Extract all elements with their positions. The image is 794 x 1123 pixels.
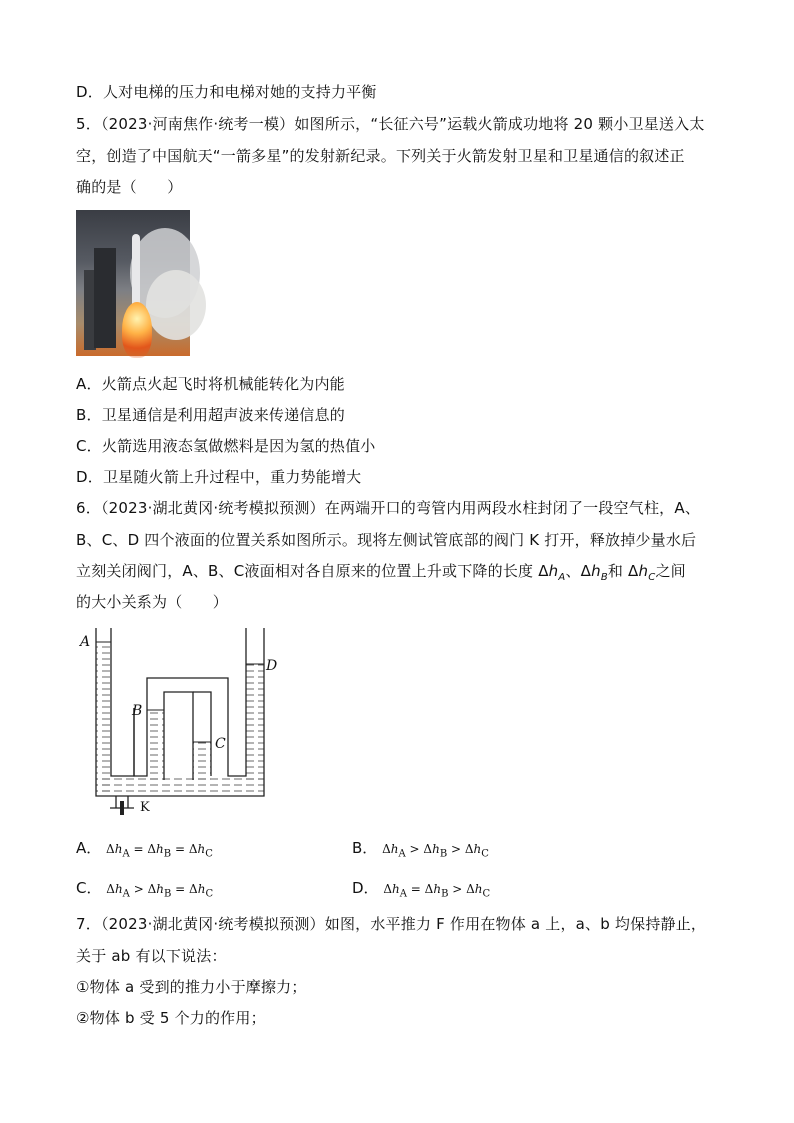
label-c: C (215, 736, 226, 752)
label-b: B (132, 703, 143, 719)
rocket-launch-photo (76, 210, 190, 356)
q5-option-d: D．卫星随火箭上升过程中，重力势能增大 (76, 468, 362, 486)
q6-option-a (76, 838, 213, 864)
q6-option-b-expr: $\Delta h_A > \Delta h_B > \Delta h_C$ (382, 842, 489, 860)
q6-stem-line-2: B、C、D 四个液面的位置关系如图所示。现将左侧试管底部的阀门 K 打开，释放掉少量水后 (76, 531, 697, 549)
q5-stem-line-2: 空，创造了中国航天“一箭多星”的发射新纪录。下列关于火箭发射卫星和卫星通信的叙述正 (76, 147, 685, 165)
q6-option-b-letter: B． (352, 839, 378, 857)
q7-statement-1: ①物体 a 受到的推力小于摩擦力； (76, 978, 307, 996)
q6-option-a-letter: A． (76, 839, 102, 857)
q6-stem-line-1: 6．（2023·湖北黄冈·统考模拟预测）在两端开口的弯管内用两段水柱封闭了一段空气柱，A、 (76, 499, 701, 517)
q6-option-d (352, 878, 490, 904)
q6-option-b (352, 838, 489, 864)
q5-stem-line-3: 确的是（ ） (76, 178, 183, 196)
q6-option-c-letter: C． (76, 879, 102, 897)
q5-option-b: B．卫星通信是利用超声波来传递信息的 (76, 406, 345, 424)
q5-stem-line-1: 5．（2023·河南焦作·统考一模）如图所示，“长征六号”运载火箭成功地将 20 颗小卫星送入太 (76, 115, 705, 133)
label-d: D (266, 658, 278, 674)
q6-option-a-expr: $\Delta h_A = \Delta h_B = \Delta h_C$ (106, 842, 213, 860)
q5-option-a: A．火箭点火起飞时将机械能转化为内能 (76, 375, 345, 393)
rocket-icon (132, 234, 140, 304)
q6-option-c-expr: $\Delta h_A > \Delta h_B = \Delta h_C$ (106, 882, 214, 900)
q7-stem-line-2: 关于 ab 有以下说法： (76, 947, 227, 965)
q5-option-c: C．火箭选用液态氢做燃料是因为氢的热值小 (76, 437, 376, 455)
q6-stem-line-4: 的大小关系为（ ） (76, 593, 229, 611)
q7-statement-2: ②物体 b 受 5 个力的作用； (76, 1009, 266, 1027)
label-k: K (140, 800, 150, 815)
q6-stem-line-3-text: 立刻关闭阀门，A、B、C液面相对各自原来的位置上升或下降的长度 Δ (76, 562, 549, 580)
q6-option-d-letter: D． (352, 879, 379, 897)
q7-stem-line-1: 7．（2023·湖北黄冈·统考模拟预测）如图，水平推力 F 作用在物体 a 上，a、b 均保持静止， (76, 915, 707, 933)
label-a: A (80, 634, 91, 650)
q6-option-d-expr: $\Delta h_A = \Delta h_B > \Delta h_C$ (383, 882, 491, 900)
valve-icon (120, 801, 124, 815)
q4-option-d: D．人对电梯的压力和电梯对她的支持力平衡 (76, 83, 377, 101)
q6-stem-line-3: 立刻关闭阀门，A、B、C液面相对各自原来的位置上升或下降的长度 $\Delta h_A$、$\Delta h_B$和 $\Delta h_C$之间 (76, 562, 686, 583)
u-tube-diagram (76, 620, 276, 820)
q6-option-c (76, 878, 213, 904)
